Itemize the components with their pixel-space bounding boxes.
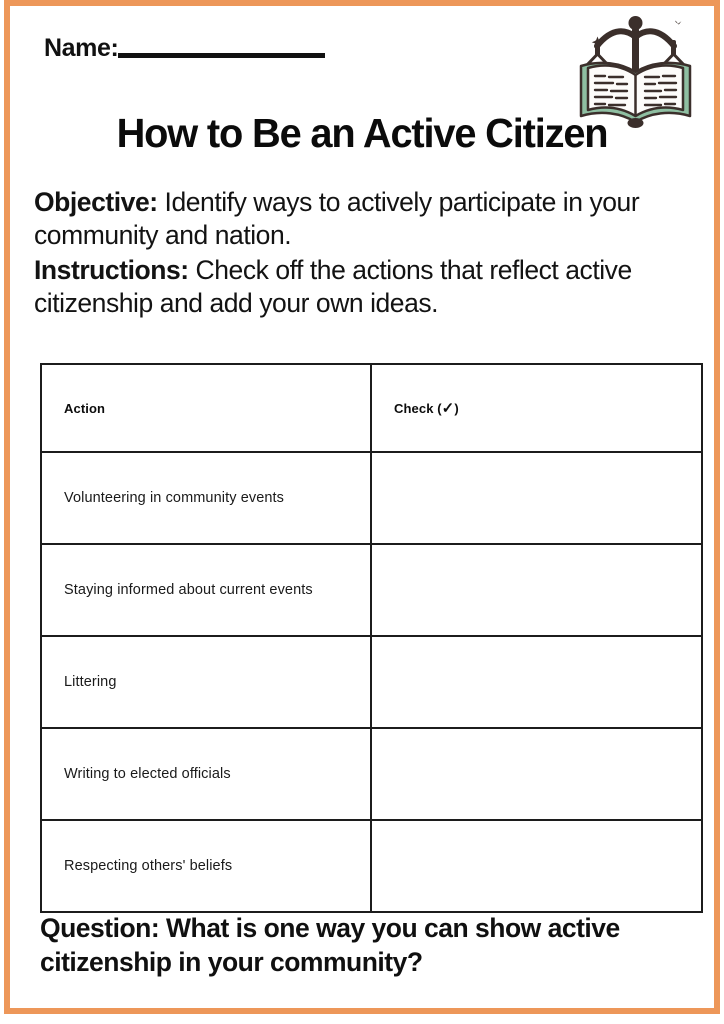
check-header-text: Check ( <box>394 400 442 416</box>
check-cell[interactable] <box>371 544 702 636</box>
table-row <box>41 452 702 544</box>
check-cell[interactable] <box>371 820 702 912</box>
table-body <box>41 452 702 912</box>
orange-page-border <box>4 0 720 1014</box>
table-row <box>41 820 702 912</box>
objective-text: Identify ways to actively participate in your community and nation. <box>34 187 640 250</box>
closing-question: Question: What is one way you can show active citizenship in your community? <box>40 913 620 978</box>
page-content <box>10 6 714 1008</box>
instructions-paragraph <box>34 254 702 320</box>
check-header-close: ) <box>454 400 459 416</box>
table-row <box>41 636 702 728</box>
name-write-in-blank[interactable] <box>118 53 325 58</box>
name-label: Name: <box>44 34 119 62</box>
instructions-label: Instructions: <box>34 254 189 285</box>
check-cell[interactable] <box>371 636 702 728</box>
column-header-check <box>371 364 702 452</box>
action-cell: Writing to elected officials <box>41 728 371 820</box>
objective-paragraph <box>34 186 702 252</box>
name-field-row <box>44 36 325 61</box>
action-cell: Staying informed about current events <box>41 544 371 636</box>
action-cell: Littering <box>41 636 371 728</box>
table-header-row <box>41 364 702 452</box>
action-cell: Volunteering in community events <box>41 452 371 544</box>
instructions-text: Check off the actions that reflect active citizenship and add your own ideas. <box>34 254 632 318</box>
table-row <box>41 544 702 636</box>
action-cell: Respecting others' beliefs <box>41 820 371 912</box>
check-cell[interactable] <box>371 728 702 820</box>
page-title: How to Be an Active Citizen <box>116 110 608 156</box>
action-checklist-table <box>40 363 703 913</box>
column-header-action: Action <box>41 364 371 452</box>
intro-text-block <box>34 186 702 321</box>
objective-label: Objective: <box>34 187 158 217</box>
check-cell[interactable] <box>371 452 702 544</box>
checkmark-icon: ✓ <box>441 399 455 417</box>
table-row <box>41 728 702 820</box>
